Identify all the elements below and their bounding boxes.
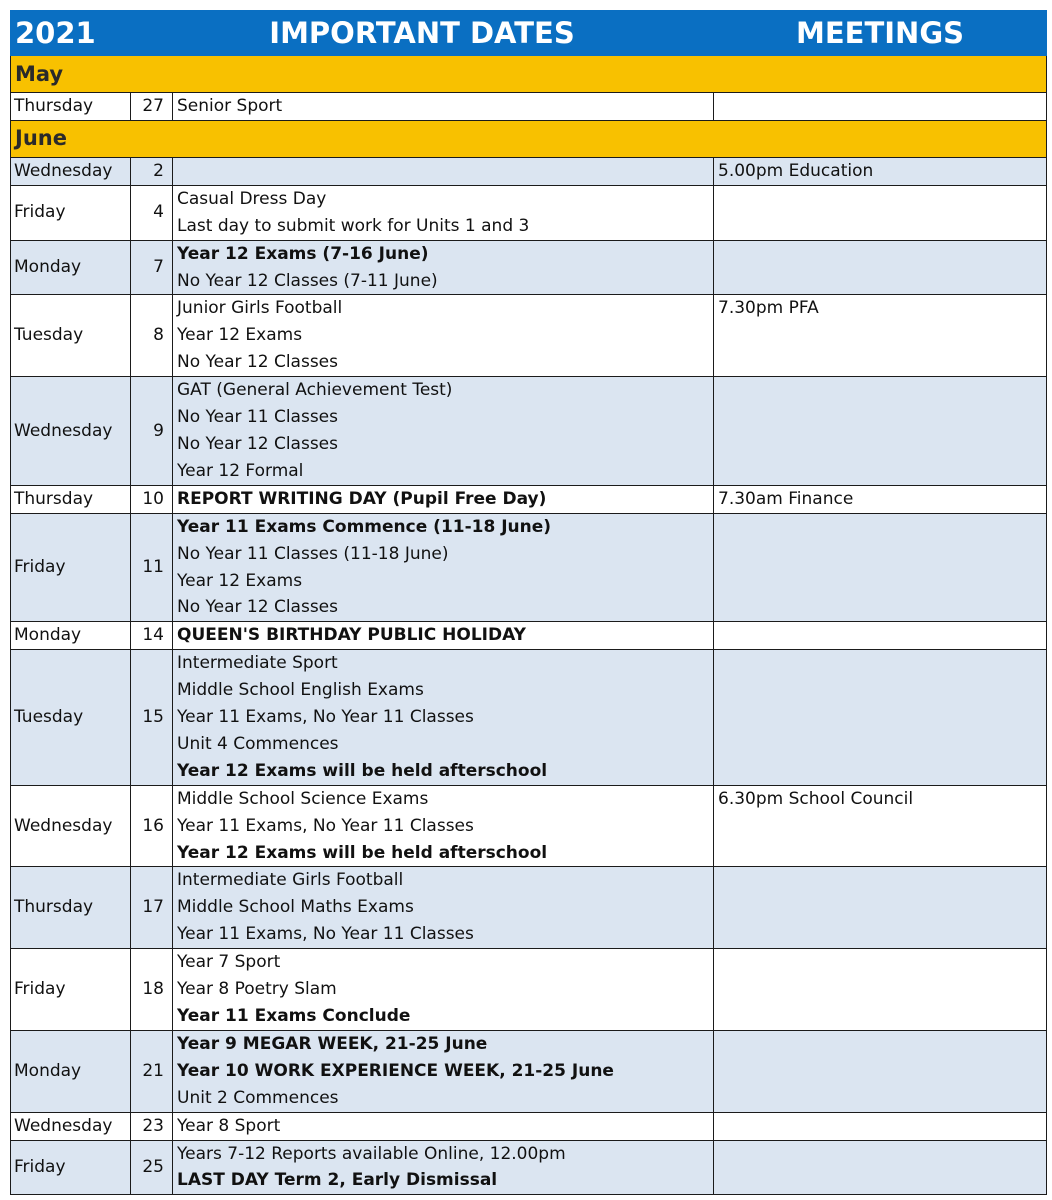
date-cell: 25 [131, 1140, 173, 1195]
meeting-cell [714, 1030, 1047, 1112]
events-cell [173, 513, 714, 622]
event-line: Year 8 Poetry Slam [177, 979, 337, 1000]
date-cell: 21 [131, 1030, 173, 1112]
event-line: Unit 4 Commences [177, 733, 339, 754]
events-cell [173, 377, 714, 486]
event-line: Unit 2 Commences [177, 1087, 339, 1108]
day-cell: Thursday [11, 93, 131, 121]
table-row [11, 949, 1047, 1031]
important-dates-table [10, 10, 1047, 1195]
date-cell: 14 [131, 622, 173, 650]
date-cell: 9 [131, 377, 173, 486]
table-row [11, 513, 1047, 622]
day-cell: Friday [11, 185, 131, 240]
table-row [11, 785, 1047, 867]
meeting-cell [714, 377, 1047, 486]
meeting-cell [714, 240, 1047, 295]
event-line: Year 12 Formal [177, 460, 304, 481]
event-line: Year 11 Exams, No Year 11 Classes [177, 707, 474, 728]
meeting-cell [714, 622, 1047, 650]
event-line: Year 12 Exams [177, 325, 303, 346]
meeting-cell: 7.30pm PFA [714, 295, 1047, 377]
date-cell: 27 [131, 93, 173, 121]
meeting-cell [714, 513, 1047, 622]
event-line: No Year 12 Classes (7-11 June) [177, 270, 438, 291]
date-cell: 2 [131, 157, 173, 185]
table-row [11, 93, 1047, 121]
table-row [11, 1112, 1047, 1140]
event-line: Year 8 Sport [177, 1115, 281, 1136]
event-line: REPORT WRITING DAY (Pupil Free Day) [177, 488, 547, 509]
month-row [11, 56, 1047, 93]
table-row [11, 157, 1047, 185]
day-cell: Monday [11, 622, 131, 650]
event-line: Year 12 Exams will be held afterschool [177, 760, 548, 781]
event-line: QUEEN'S BIRTHDAY PUBLIC HOLIDAY [177, 625, 526, 646]
day-cell: Monday [11, 1030, 131, 1112]
date-cell: 8 [131, 295, 173, 377]
event-line: Year 9 MEGAR WEEK, 21-25 June [177, 1033, 488, 1054]
header-title: IMPORTANT DATES [131, 11, 714, 56]
header-meetings: MEETINGS [714, 11, 1047, 56]
events-cell [173, 485, 714, 513]
month-row [11, 120, 1047, 157]
event-line: Intermediate Girls Football [177, 870, 404, 891]
event-line: No Year 12 Classes [177, 433, 338, 454]
events-cell [173, 785, 714, 867]
table-row [11, 185, 1047, 240]
date-cell: 11 [131, 513, 173, 622]
day-cell: Wednesday [11, 1112, 131, 1140]
table-row [11, 1140, 1047, 1195]
day-cell: Thursday [11, 867, 131, 949]
table-row [11, 867, 1047, 949]
table-row [11, 240, 1047, 295]
event-line: Intermediate Sport [177, 653, 338, 674]
table-row [11, 377, 1047, 486]
header-year: 2021 [11, 11, 131, 56]
table-row [11, 485, 1047, 513]
table-row [11, 295, 1047, 377]
events-cell [173, 867, 714, 949]
event-line: No Year 11 Classes [177, 407, 338, 428]
events-cell [173, 949, 714, 1031]
date-cell: 18 [131, 949, 173, 1031]
event-line: Year 10 WORK EXPERIENCE WEEK, 21-25 June [177, 1060, 614, 1081]
month-name: June [11, 120, 1047, 157]
event-line: Years 7-12 Reports available Online, 12.00pm [177, 1143, 566, 1164]
day-cell: Thursday [11, 485, 131, 513]
event-line: Year 12 Exams will be held afterschool [177, 842, 548, 863]
events-cell [173, 1030, 714, 1112]
event-line: Last day to submit work for Units 1 and 3 [177, 215, 530, 236]
events-cell [173, 240, 714, 295]
date-cell: 16 [131, 785, 173, 867]
day-cell: Wednesday [11, 377, 131, 486]
event-line: Middle School Science Exams [177, 788, 429, 809]
meeting-cell [714, 1112, 1047, 1140]
date-cell: 10 [131, 485, 173, 513]
event-line: Year 7 Sport [177, 952, 281, 973]
event-line: Year 11 Exams, No Year 11 Classes [177, 924, 474, 945]
meeting-cell [714, 867, 1047, 949]
event-line: Casual Dress Day [177, 188, 327, 209]
day-cell: Tuesday [11, 295, 131, 377]
meeting-cell: 6.30pm School Council [714, 785, 1047, 867]
date-cell: 7 [131, 240, 173, 295]
event-line: Junior Girls Football [177, 298, 343, 319]
date-cell: 17 [131, 867, 173, 949]
meeting-cell [714, 1140, 1047, 1195]
day-cell: Wednesday [11, 157, 131, 185]
day-cell: Wednesday [11, 785, 131, 867]
events-cell [173, 1140, 714, 1195]
event-line: Year 12 Exams [177, 570, 303, 591]
events-cell [173, 295, 714, 377]
meeting-cell [714, 93, 1047, 121]
event-line: Year 11 Exams, No Year 11 Classes [177, 815, 474, 836]
event-line: LAST DAY Term 2, Early Dismissal [177, 1170, 498, 1191]
events-cell [173, 1112, 714, 1140]
event-line: No Year 12 Classes [177, 597, 338, 618]
events-cell [173, 622, 714, 650]
event-line: Senior Sport [177, 96, 283, 116]
day-cell: Friday [11, 1140, 131, 1195]
event-line: Year 11 Exams Conclude [177, 1006, 411, 1026]
date-cell: 23 [131, 1112, 173, 1140]
day-cell: Tuesday [11, 650, 131, 786]
events-cell [173, 650, 714, 786]
event-line: No Year 12 Classes [177, 352, 338, 373]
table-row [11, 622, 1047, 650]
day-cell: Friday [11, 949, 131, 1031]
date-cell: 4 [131, 185, 173, 240]
meeting-cell [714, 650, 1047, 786]
table-row [11, 650, 1047, 786]
date-cell: 15 [131, 650, 173, 786]
events-cell [173, 93, 714, 121]
events-cell [173, 157, 714, 185]
event-line: Year 12 Exams (7-16 June) [177, 243, 429, 264]
event-line: No Year 11 Classes (11-18 June) [177, 543, 449, 564]
month-name: May [11, 56, 1047, 93]
meeting-cell [714, 949, 1047, 1031]
event-line: Middle School Maths Exams [177, 897, 414, 918]
table-row [11, 1030, 1047, 1112]
event-line: Year 11 Exams Commence (11-18 June) [177, 516, 552, 537]
event-line: GAT (General Achievement Test) [177, 380, 453, 401]
day-cell: Friday [11, 513, 131, 622]
events-cell [173, 185, 714, 240]
event-line: Middle School English Exams [177, 680, 424, 701]
meeting-cell [714, 185, 1047, 240]
table-header-row [11, 11, 1047, 56]
day-cell: Monday [11, 240, 131, 295]
meeting-cell: 5.00pm Education [714, 157, 1047, 185]
meeting-cell: 7.30am Finance [714, 485, 1047, 513]
